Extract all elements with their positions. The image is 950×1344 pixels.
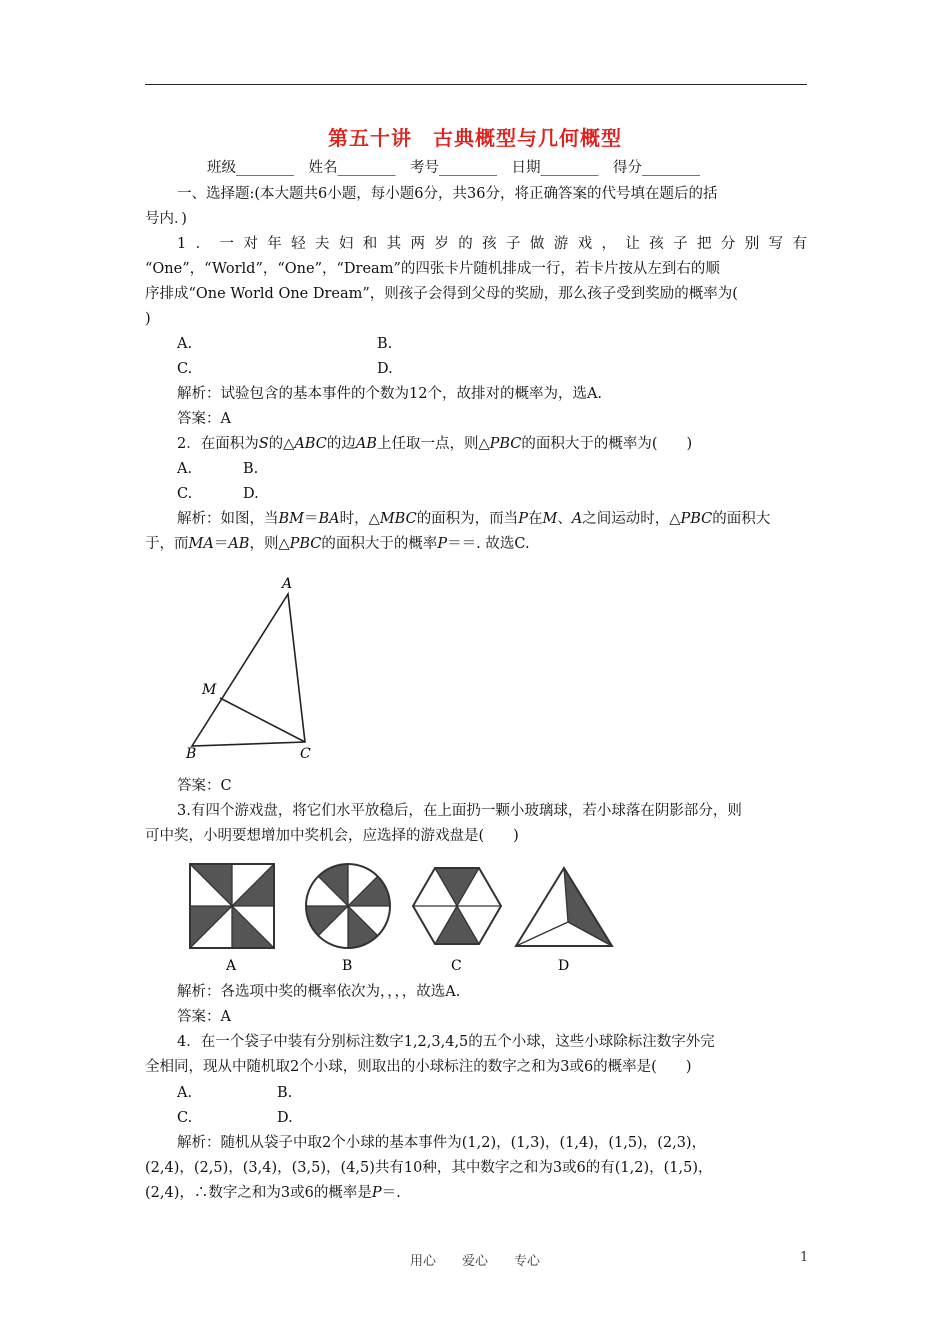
q4-analysis-line3 bbox=[145, 1183, 401, 1203]
section-heading-line2: 号内．) bbox=[145, 211, 187, 227]
q4-line2: 全相同，现从中随机取2个小球，则取出的小球标注的数字之和为3或6的概率是( ) bbox=[145, 1059, 692, 1075]
page-number: 1 bbox=[800, 1250, 809, 1265]
board-a-label: A bbox=[226, 958, 237, 974]
q2-analysis-text: 解析：如图，当 bbox=[177, 511, 279, 527]
q1-option-a: A. bbox=[177, 336, 193, 352]
q4-analysis-text: ＝. bbox=[381, 1185, 401, 1201]
q2-analysis-text: 的面积大于的概率 bbox=[321, 536, 438, 552]
label-a: A bbox=[282, 576, 293, 592]
q2-analysis-text: ＝ bbox=[213, 536, 229, 552]
q2-analysis-text: ，则△ bbox=[249, 536, 290, 552]
board-b bbox=[306, 864, 390, 974]
q2-stem-text: 2．在面积为 bbox=[177, 436, 259, 452]
q4-analysis-line2: (2,4)，(2,5)，(3,4)，(3,5)，(4,5)共有10种，其中数字之和为3或6的有(1,2)，(1,5)， bbox=[145, 1160, 713, 1176]
q2-analysis-text: 的面积大 bbox=[712, 511, 771, 527]
q3-analysis: 解析：各选项中奖的概率依次为，，，，故选A. bbox=[177, 984, 461, 1000]
q2-var: BA bbox=[318, 511, 340, 527]
q2-analysis-text: ＝ bbox=[304, 511, 319, 527]
q2-analysis-text: 、 bbox=[557, 511, 572, 527]
q4-option-d: D. bbox=[277, 1110, 293, 1126]
q4-analysis-text: (2,4)，∴数字之和为3或6的概率是 bbox=[145, 1185, 372, 1201]
board-a bbox=[190, 864, 274, 974]
board-d bbox=[516, 868, 612, 974]
q2-var: MBC bbox=[379, 511, 417, 527]
q2-analysis-text: 之间运动时，△ bbox=[582, 511, 681, 527]
q2-var: MA bbox=[188, 536, 214, 552]
q3-line1: 3.有四个游戏盘，将它们水平放稳后，在上面扔一颗小玻璃球，若小球落在阴影部分，则 bbox=[177, 803, 742, 819]
q4-option-b: B. bbox=[277, 1085, 293, 1101]
q1-analysis: 解析：试验包含的基本事件的个数为12个，故排对的概率为，选A. bbox=[177, 386, 603, 402]
board-b-label: B bbox=[342, 958, 353, 974]
q2-var: PBC bbox=[289, 536, 322, 552]
q2-analysis-text: 于，而 bbox=[145, 536, 189, 552]
q2-analysis-text: 的面积为，而当 bbox=[416, 511, 519, 527]
q2-option-a: A. bbox=[177, 461, 193, 477]
q4-analysis-line1: 解析：随机从袋子中取2个小球的基本事件为(1,2)，(1,3)，(1,4)，(1,5)，(2,3)， bbox=[177, 1135, 707, 1151]
q4-option-c: C. bbox=[177, 1110, 193, 1126]
q2-stem-text: 的面积大于的概率为( ) bbox=[521, 436, 693, 452]
q2-option-b: B. bbox=[243, 461, 259, 477]
triangle-figure bbox=[180, 570, 330, 765]
label-c: C bbox=[300, 746, 311, 762]
page-title: 第五十讲 古典概型与几何概型 bbox=[328, 126, 622, 150]
q2-var: M bbox=[542, 511, 558, 527]
q2-analysis-line1 bbox=[177, 509, 770, 529]
q2-stem-text: 上任取一点，则△ bbox=[376, 436, 490, 452]
q2-answer: 答案：C bbox=[177, 778, 232, 794]
q3-line2: 可中奖，小明要想增加中奖机会，应选择的游戏盘是( ) bbox=[145, 828, 519, 844]
q3-answer: 答案：A bbox=[177, 1009, 231, 1025]
board-d-label: D bbox=[558, 958, 570, 974]
q2-var-abc: ABC bbox=[294, 436, 327, 452]
q2-stem-text: 的△ bbox=[268, 436, 295, 452]
q2-analysis-text: 时，△ bbox=[339, 511, 380, 527]
q2-var-ab: AB bbox=[355, 436, 377, 452]
q2-analysis-text: 在 bbox=[527, 511, 543, 527]
q1-line1: 1．一对年轻夫妇和其两岁的孩子做游戏，让孩子把分别写有 bbox=[177, 236, 807, 252]
q4-var-p: P bbox=[371, 1185, 382, 1201]
label-m: M bbox=[202, 682, 217, 698]
q4-line1: 4．在一个袋子中装有分别标注数字1,2,3,4,5的五个小球，这些小球除标注数字外完 bbox=[177, 1034, 715, 1050]
q2-var: P bbox=[437, 536, 448, 552]
q2-var-pbc: PBC bbox=[489, 436, 522, 452]
q2-var: AB bbox=[228, 536, 250, 552]
header-fields: 班级________ 姓名________ 考号________ 日期________ 得分________ bbox=[207, 160, 700, 176]
q2-var: PBC bbox=[680, 511, 713, 527]
q2-option-d: D. bbox=[243, 486, 259, 502]
footer-slogan: 用心 爱心 专心 bbox=[409, 1254, 540, 1269]
q1-line3: 序排成“One World One Dream”，则孩子会得到父母的奖励，那么孩子受到奖励的概率为( bbox=[145, 286, 738, 302]
q1-option-d: D. bbox=[377, 361, 393, 377]
board-c-label: C bbox=[451, 958, 462, 974]
q2-stem-text: 的边 bbox=[326, 436, 356, 452]
q2-var: BM bbox=[278, 511, 305, 527]
label-b: B bbox=[186, 746, 197, 762]
section-heading-line1: 一、选择题:(本大题共6小题，每小题6分，共36分，将正确答案的代号填在题后的括 bbox=[177, 186, 718, 202]
q2-analysis-line2 bbox=[145, 534, 530, 554]
q2-stem bbox=[177, 434, 692, 454]
q2-option-c: C. bbox=[177, 486, 193, 502]
header-rule bbox=[145, 84, 807, 85]
q1-answer: 答案：A bbox=[177, 411, 231, 427]
q2-analysis-text: ＝＝. 故选C. bbox=[447, 536, 530, 552]
q1-option-c: C. bbox=[177, 361, 193, 377]
q2-var: A bbox=[571, 511, 583, 527]
q2-var-s: S bbox=[258, 436, 269, 452]
q2-var: P bbox=[518, 511, 528, 527]
board-c bbox=[413, 868, 501, 974]
q1-line4: ) bbox=[145, 311, 151, 327]
q1-line2: “One”，“World”，“One”，“Dream”的四张卡片随机排成一行，若卡片按从左到右的顺 bbox=[145, 261, 720, 277]
q4-option-a: A. bbox=[177, 1085, 193, 1101]
game-boards-figure bbox=[182, 856, 622, 976]
q1-option-b: B. bbox=[377, 336, 393, 352]
